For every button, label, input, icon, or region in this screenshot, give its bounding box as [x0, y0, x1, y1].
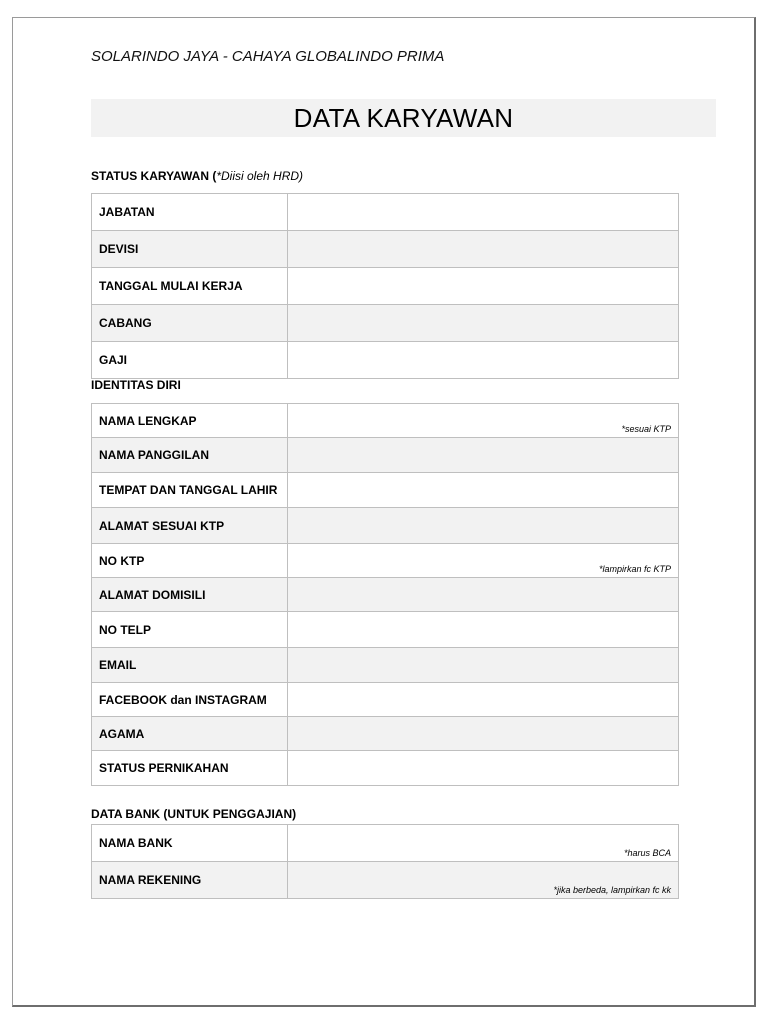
row-label: TANGGAL MULAI KERJA	[92, 268, 288, 305]
row-label: NO TELP	[92, 612, 288, 648]
table-row	[92, 194, 679, 231]
status-section-label	[91, 169, 303, 183]
table-row	[92, 342, 679, 379]
document-page	[12, 17, 756, 1007]
nama-lengkap-field[interactable]	[288, 404, 679, 438]
nama-bank-field[interactable]	[288, 825, 679, 862]
alamat-domisili-field[interactable]	[288, 578, 679, 612]
company-name: SOLARINDO JAYA - CAHAYA GLOBALINDO PRIMA	[91, 48, 445, 65]
row-label: GAJI	[92, 342, 288, 379]
no-ktp-field[interactable]	[288, 544, 679, 578]
field-note: *lampirkan fc KTP	[598, 564, 671, 574]
status-section-note: *Diisi oleh HRD)	[216, 169, 304, 183]
field-note: *sesuai KTP	[621, 424, 671, 434]
no-telp-field[interactable]	[288, 612, 679, 648]
devisi-field[interactable]	[288, 231, 679, 268]
table-row	[92, 683, 679, 717]
table-row	[92, 612, 679, 648]
row-label: FACEBOOK dan INSTAGRAM	[92, 683, 288, 717]
agama-field[interactable]	[288, 717, 679, 751]
table-row	[92, 268, 679, 305]
table-row	[92, 231, 679, 268]
table-row	[92, 648, 679, 683]
cabang-field[interactable]	[288, 305, 679, 342]
bank-table	[91, 824, 679, 899]
row-label: NAMA BANK	[92, 825, 288, 862]
row-label: DEVISI	[92, 231, 288, 268]
table-row	[92, 473, 679, 508]
table-row	[92, 578, 679, 612]
row-label: NAMA PANGGILAN	[92, 438, 288, 473]
tanggal-mulai-kerja-field[interactable]	[288, 268, 679, 305]
field-note: *jika berbeda, lampirkan fc kk	[553, 885, 671, 895]
page-title: DATA KARYAWAN	[293, 102, 514, 133]
row-label: STATUS PERNIKAHAN	[92, 751, 288, 786]
table-row	[92, 438, 679, 473]
table-row	[92, 544, 679, 578]
table-row	[92, 508, 679, 544]
row-label: ALAMAT SESUAI KTP	[92, 508, 288, 544]
field-note: *harus BCA	[623, 848, 671, 858]
table-row	[92, 404, 679, 438]
bank-section-label: DATA BANK (UNTUK PENGGAJIAN)	[91, 807, 297, 821]
tempat-tanggal-lahir-field[interactable]	[288, 473, 679, 508]
title-banner	[91, 99, 716, 137]
row-label: AGAMA	[92, 717, 288, 751]
row-label: ALAMAT DOMISILI	[92, 578, 288, 612]
row-label: NO KTP	[92, 544, 288, 578]
row-label: CABANG	[92, 305, 288, 342]
status-section-title: STATUS KARYAWAN (	[91, 169, 217, 183]
alamat-ktp-field[interactable]	[288, 508, 679, 544]
gaji-field[interactable]	[288, 342, 679, 379]
row-label: NAMA LENGKAP	[92, 404, 288, 438]
email-field[interactable]	[288, 648, 679, 683]
row-label: JABATAN	[92, 194, 288, 231]
row-label: TEMPAT DAN TANGGAL LAHIR	[92, 473, 288, 508]
table-row	[92, 825, 679, 862]
status-table	[91, 193, 679, 379]
table-row	[92, 862, 679, 899]
status-pernikahan-field[interactable]	[288, 751, 679, 786]
jabatan-field[interactable]	[288, 194, 679, 231]
identity-table	[91, 403, 679, 786]
nama-rekening-field[interactable]	[288, 862, 679, 899]
row-label: NAMA REKENING	[92, 862, 288, 899]
row-label: EMAIL	[92, 648, 288, 683]
facebook-instagram-field[interactable]	[288, 683, 679, 717]
nama-panggilan-field[interactable]	[288, 438, 679, 473]
identity-section-label: IDENTITAS DIRI	[91, 378, 181, 392]
table-row	[92, 751, 679, 786]
table-row	[92, 305, 679, 342]
table-row	[92, 717, 679, 751]
